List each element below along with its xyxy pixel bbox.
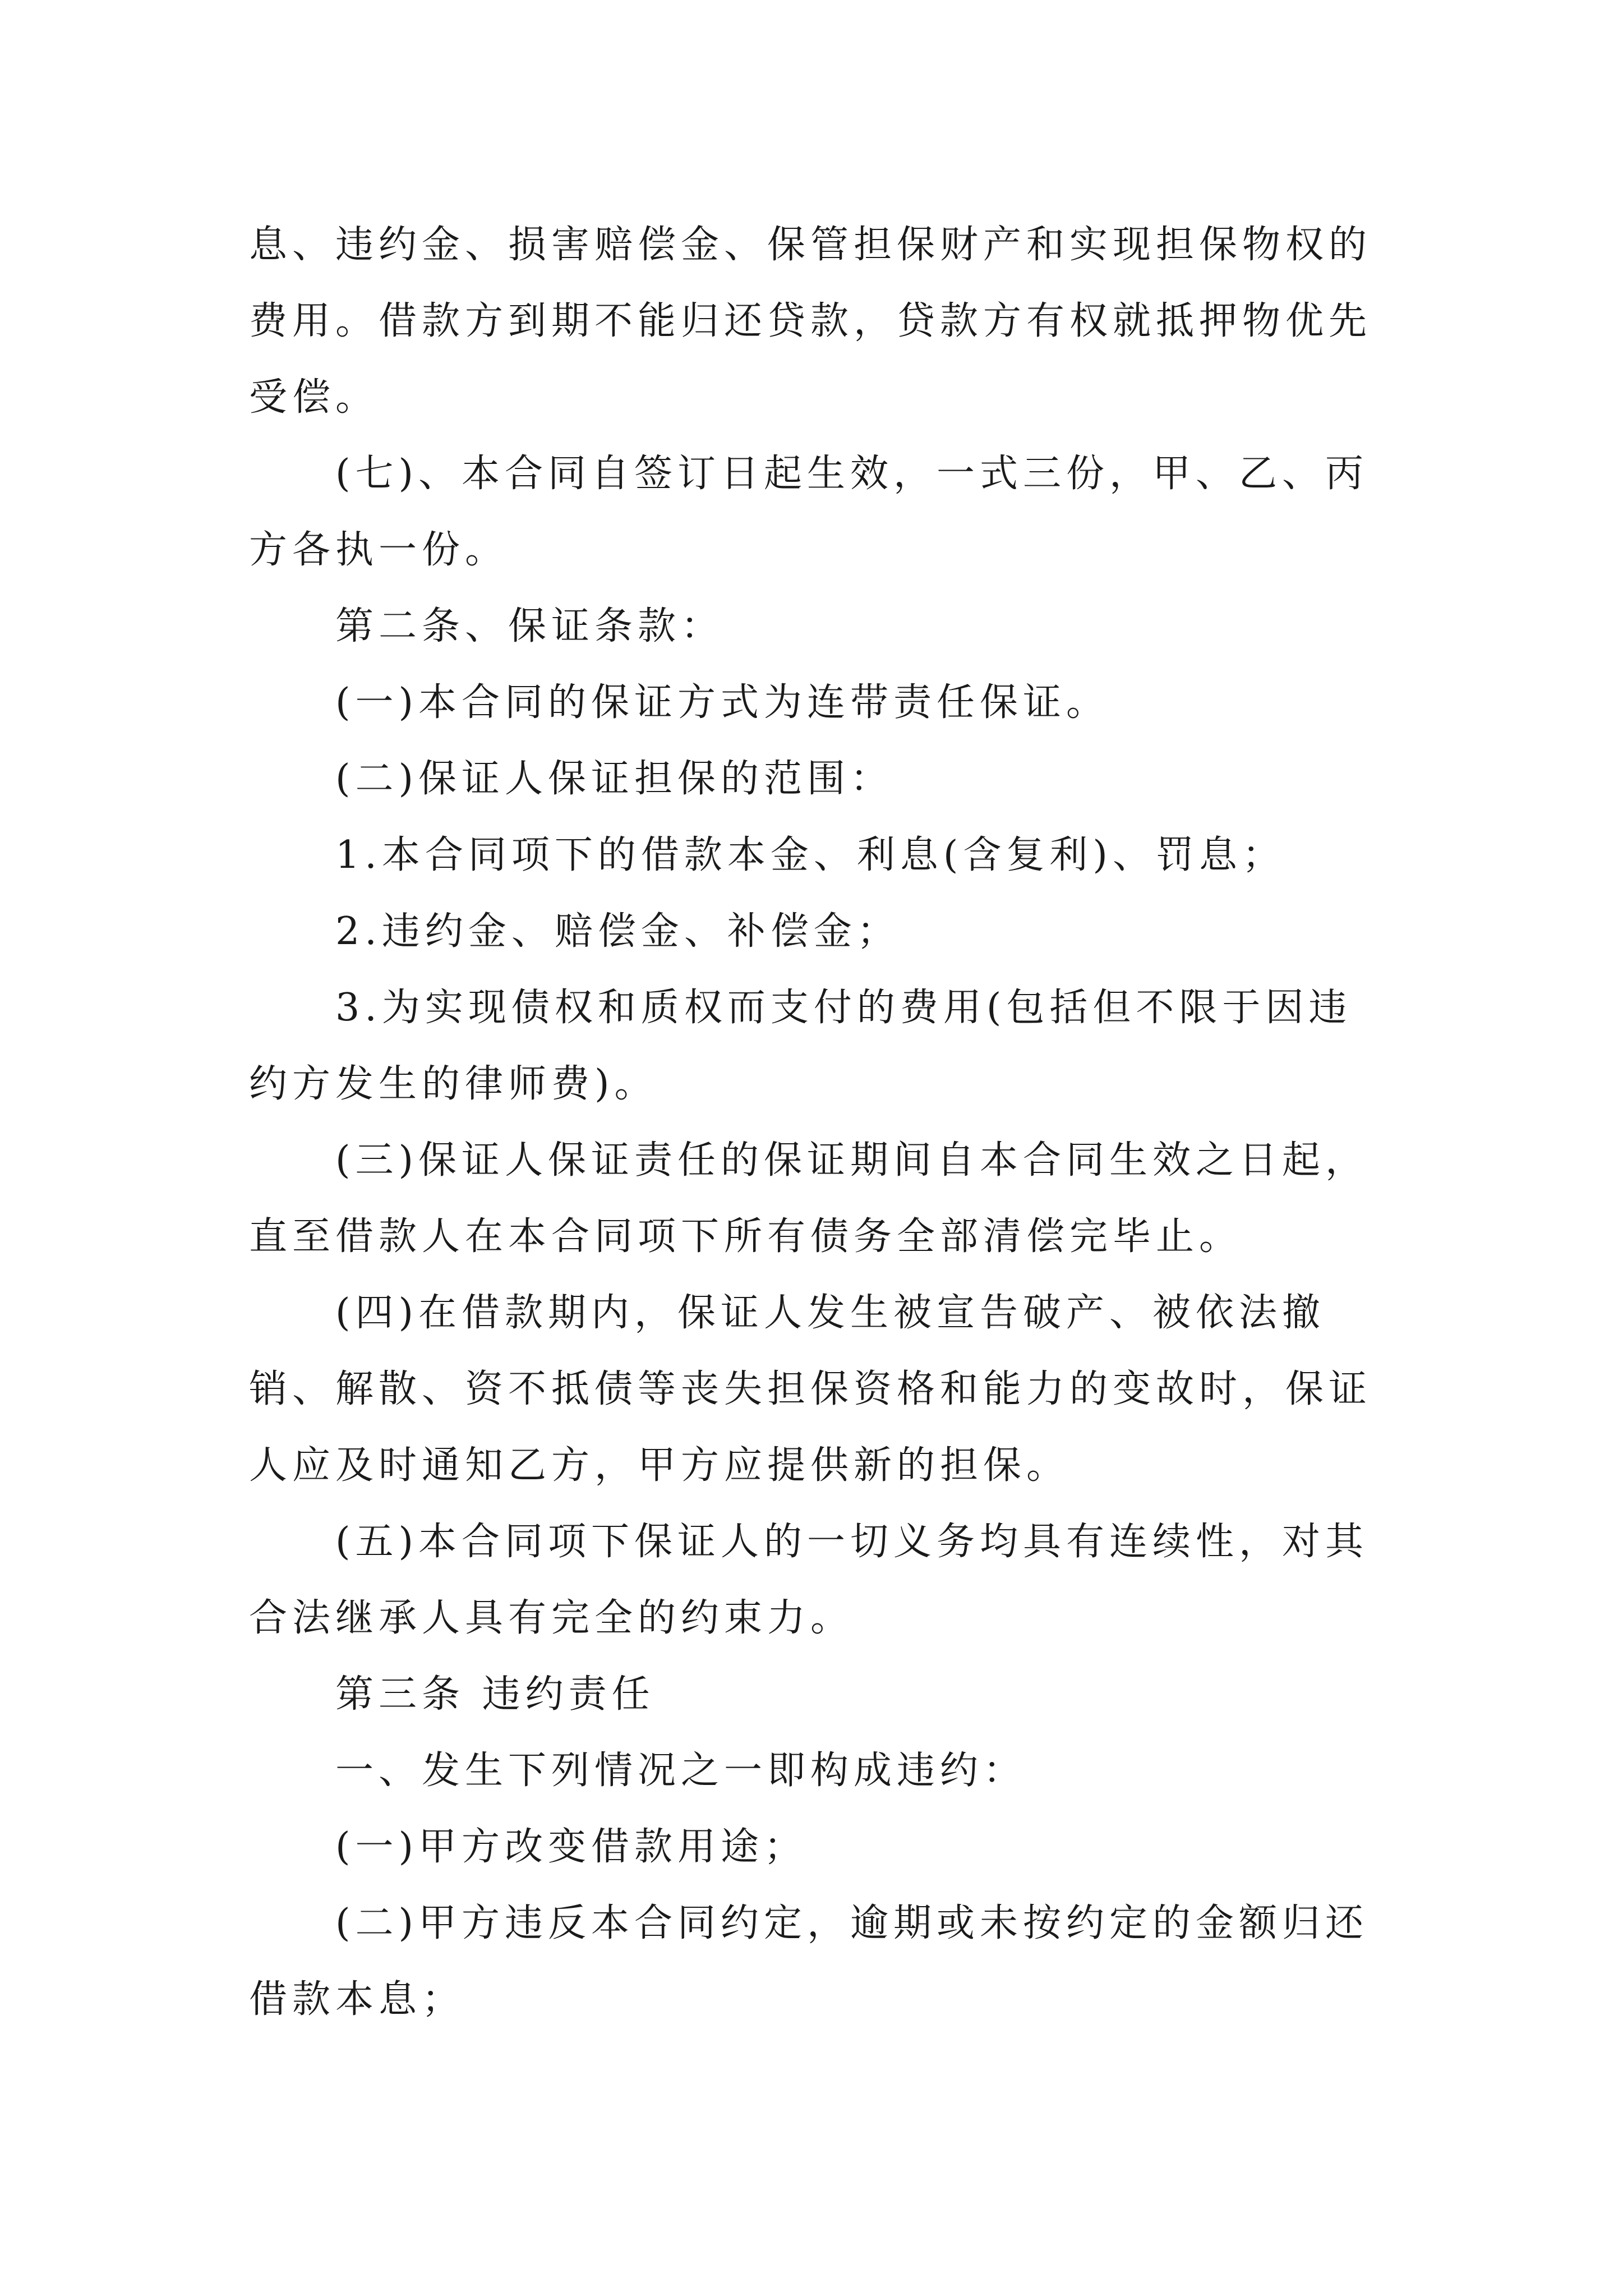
paragraph-guarantee-4: (四)在借款期内，保证人发生被宣告破产、被依法撤销、解散、资不抵债等丧失担保资格和能力的变故时，保证人应及时通知乙方，甲方应提供新的担保。	[249, 1291, 1372, 1488]
paragraph-guarantee-5: (五)本合同项下保证人的一切义务均具有连续性，对其合法继承人具有完全的约束力。	[249, 1520, 1369, 1640]
section-heading-article-3: 第三条 违约责任	[335, 1672, 655, 1717]
paragraph-guarantee-1: (一)本合同的保证方式为连带责任保证。	[335, 680, 1110, 725]
paragraph-guarantee-2: (二)保证人保证担保的范围：	[335, 757, 894, 801]
list-item-breach-2: (二)甲方违反本合同约定，逾期或未按约定的金额归还借款本息；	[249, 1901, 1369, 2022]
list-item-breach-1: (一)甲方改变借款用途；	[335, 1825, 808, 1869]
list-item-scope-2: 2.违约金、赔偿金、补偿金；	[335, 909, 900, 954]
paragraph-continuation: 息、违约金、损害赔偿金、保管担保财产和实现担保物权的费用。借款方到期不能归还贷款，贷款方有权就抵押物优先受偿。	[249, 223, 1372, 420]
paragraph-clause-7: (七)、本合同自签订日起生效，一式三份，甲、乙、丙方各执一份。	[249, 452, 1369, 572]
section-heading-article-2: 第二条、保证条款：	[335, 604, 725, 648]
list-item-scope-1: 1.本合同项下的借款本金、利息(含复利)、罚息；	[335, 833, 1285, 877]
document-body	[249, 207, 1387, 2038]
paragraph-breach-intro: 一、发生下列情况之一即构成违约：	[335, 1749, 1027, 1793]
list-item-scope-3: 3.为实现债权和质权而支付的费用(包括但不限于因违约方发生的律师费)。	[249, 986, 1352, 1106]
paragraph-guarantee-3: (三)保证人保证责任的保证期间自本合同生效之日起，直至借款人在本合同项下所有债务全部清偿完毕止。	[249, 1138, 1369, 1259]
